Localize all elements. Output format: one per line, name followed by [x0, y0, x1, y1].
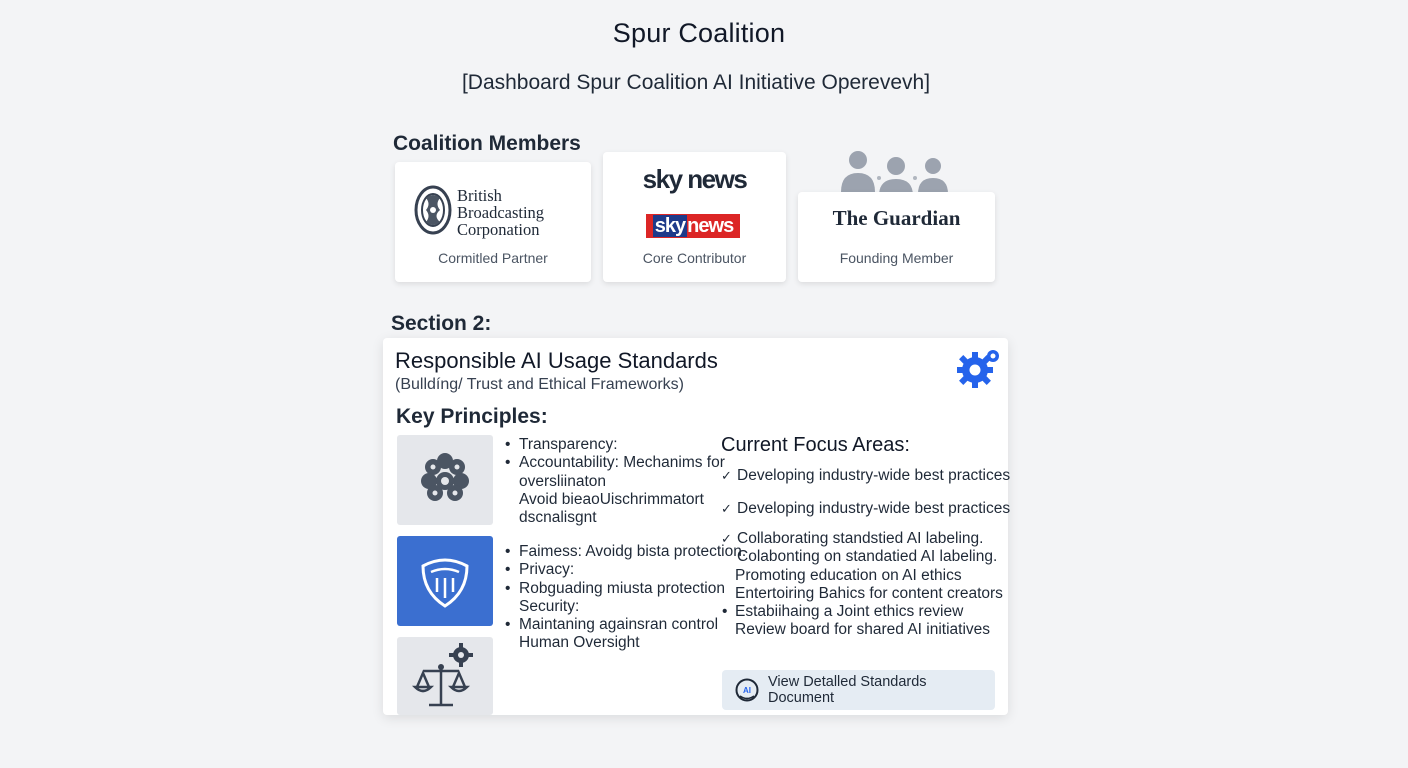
scales-icon	[397, 637, 493, 715]
view-standards-document-button[interactable]	[722, 670, 995, 710]
principle-item: Security:	[519, 597, 580, 615]
page-subtitle: [Dashboard Spur Coalition AI Initiative Operevevh]	[461, 71, 931, 94]
people-group-icon	[841, 148, 949, 196]
focus-list-b	[721, 530, 1001, 640]
principle-item: • Privacy:	[505, 561, 735, 579]
page-title: Spur Coalition	[612, 18, 786, 48]
member-role: Core Contributor	[642, 250, 747, 266]
standards-panel	[383, 338, 1011, 715]
principle-item: Human Oversight	[519, 634, 640, 652]
bbc-name-line: Corponation	[457, 220, 540, 239]
sky-news-logo	[646, 214, 740, 238]
sky-news-logo-news: news	[687, 215, 734, 237]
bbc-crest-icon	[413, 184, 453, 236]
brain-icon	[397, 435, 493, 525]
bbc-name-line: Broadcasting	[457, 203, 545, 222]
principle-tile-transparency	[397, 435, 493, 525]
document-badge-icon	[734, 677, 760, 703]
member-card-bbc[interactable]	[395, 162, 591, 282]
focus-item: Review board for shared AI initiatives	[735, 621, 991, 639]
focus-item: Promoting education on AI ethics	[735, 566, 962, 584]
principle-item: • Robguading miusta protection	[505, 580, 735, 598]
sky-news-logo-sky: sky	[654, 215, 686, 237]
principle-item: • Maintaning againsran control	[505, 616, 735, 634]
focus-item: ✓ Developing industry-wide best practices	[721, 500, 1001, 518]
sky-news-wordmark: sky news	[642, 164, 747, 194]
principle-item: Avoid bieaoUischrimmatort	[519, 490, 704, 508]
coalition-members-heading: Coalition Members	[393, 132, 581, 155]
panel-title: Responsible AI Usage Standards	[395, 348, 718, 373]
guardian-name: The Guardian	[832, 206, 961, 230]
bbc-name	[457, 187, 544, 238]
principle-item: • Faimess: Avoidg bista protection.	[505, 543, 735, 561]
principles-list-2	[505, 543, 747, 653]
shield-icon	[397, 536, 493, 626]
member-card-guardian[interactable]	[798, 192, 995, 282]
focus-areas-heading: Current Focus Areas:	[721, 434, 910, 456]
section-2-heading: Section 2:	[391, 312, 492, 335]
key-principles-heading: Key Principles:	[396, 405, 548, 428]
member-card-sky-news[interactable]	[603, 152, 786, 282]
principle-item: dscnalisgnt	[519, 509, 597, 527]
focus-list	[721, 500, 1011, 518]
focus-item: ✓ Developing industry-wide best practices	[721, 467, 1001, 485]
view-standards-document-label: View Detalled Standards Document	[768, 674, 927, 706]
focus-list	[721, 467, 1011, 485]
focus-item: Colabonting on standatied AI labeling.	[737, 548, 998, 566]
focus-item: ✓ Collaborating standstied AI labeling.	[721, 530, 1001, 548]
member-role: Founding Member	[839, 250, 954, 266]
member-role: Cormitled Partner	[438, 250, 548, 266]
principle-item: • Transparency:	[505, 436, 735, 454]
bbc-name-line: British	[457, 186, 502, 205]
principle-item: • Accountability: Mechanims for	[505, 454, 735, 472]
principle-tile-privacy	[397, 536, 493, 626]
gear-icon[interactable]	[955, 348, 1003, 390]
focus-item: Entertoiring Bahics for content creators	[735, 584, 1003, 602]
principle-tile-fairness	[397, 637, 493, 715]
panel-subtitle: (Bulldíng/ Trust and Ethical Frameworks)	[395, 376, 684, 393]
principles-list-1	[505, 436, 735, 527]
principle-item: oversliinaton	[519, 472, 607, 490]
focus-item: • Estabiihaing a Joint ethics review	[721, 603, 1001, 621]
svg-text:AI: AI	[743, 686, 751, 695]
